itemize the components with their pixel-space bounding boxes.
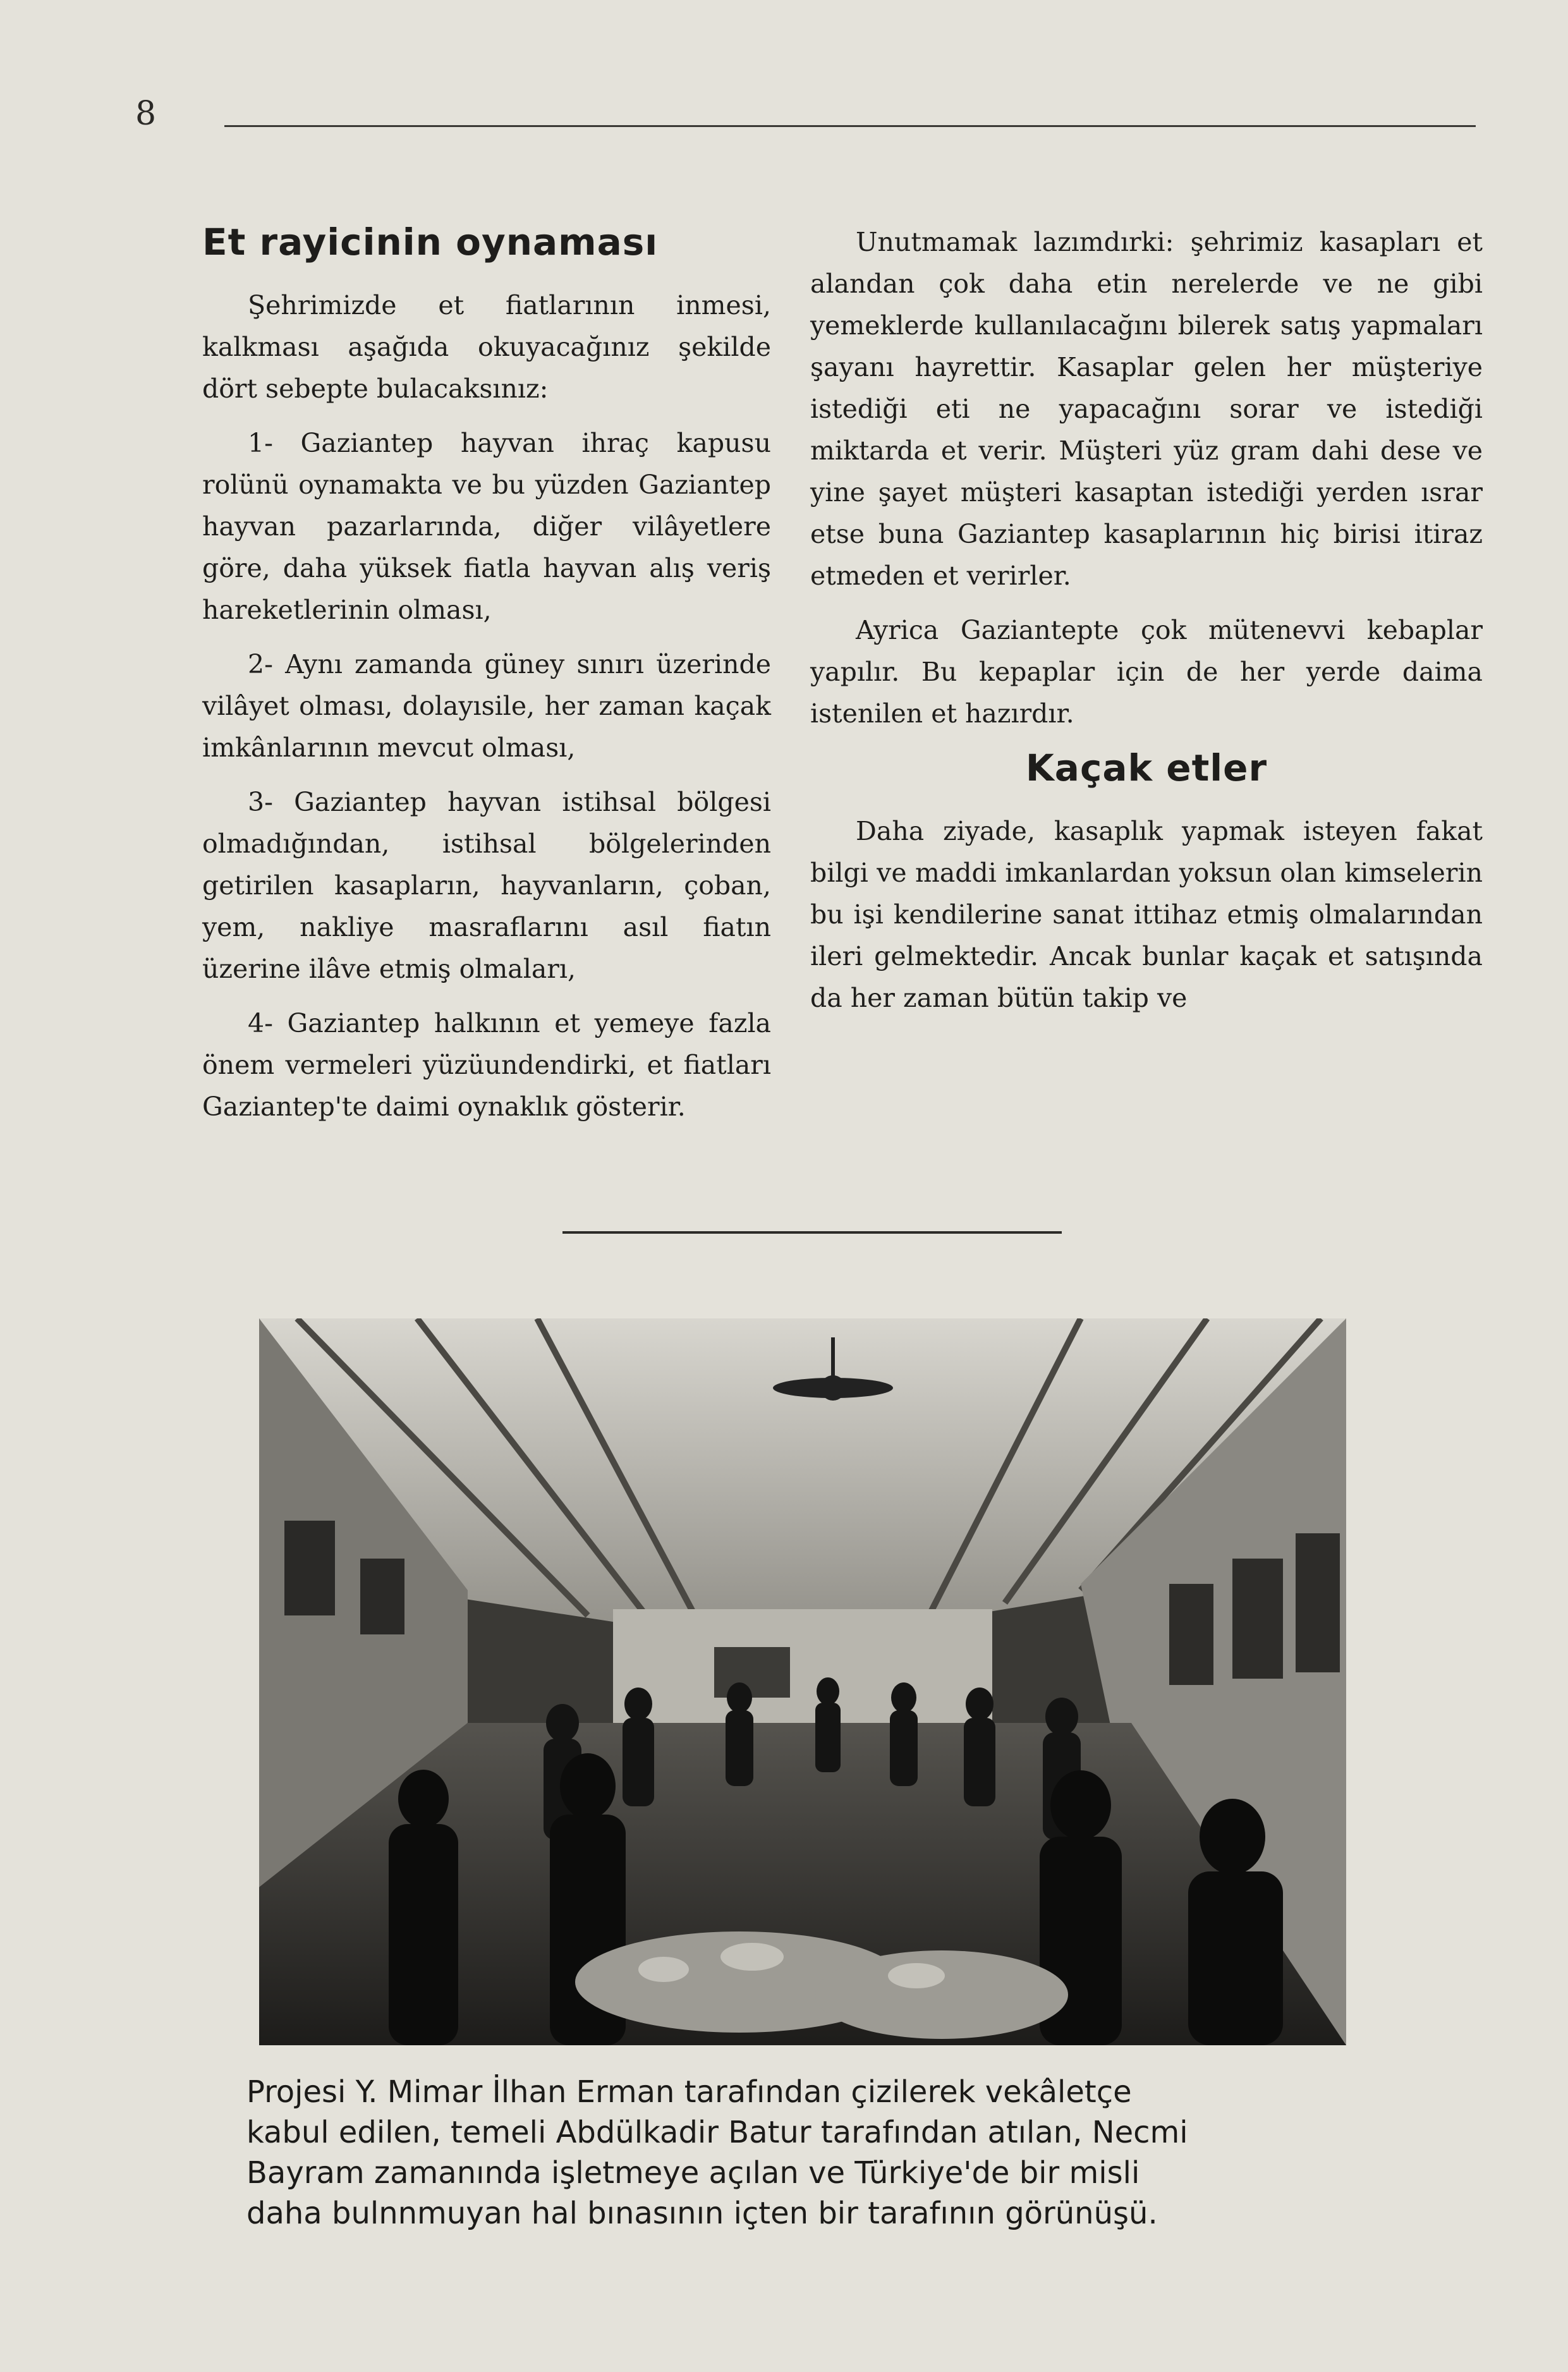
paragraph: Ayrica Gaziantepte çok mütenevvi kebaplar yapılır. Bu kepaplar için de her yerde daima istenilen et hazırdır.	[810, 615, 1483, 729]
section-heading: Kaçak etler	[1025, 746, 1268, 789]
paragraph: Unutmamak lazımdırki: şehrimiz kasapları et alandan çok daha etin nerelerde ve ne gibi yemeklerde kullanılacağını bilerek satış yapmaları şayanı hayrettir. Kasaplar gelen her müşteriye istediği eti ne yapacağını sorar ve istediği miktarda et verir. Müşteri yüz gram dahi dese ve yine şayet müşteri kasaptan istediği yerden ısrar etse buna Gaziantep kasaplarının hiç birisi itiraz etmeden et verirler.	[810, 227, 1483, 591]
caption-line: Projesi Y. Mimar İlhan Erman tarafından çizilerek vekâletçe	[246, 2074, 1132, 2110]
photo-caption	[246, 2072, 1346, 2234]
market-hall-photo	[259, 1318, 1346, 2045]
caption-line: kabul edilen, temeli Abdülkadir Batur tarafından atılan, Necmi	[246, 2115, 1188, 2150]
paragraph: 3- Gaziantep hayvan istihsal bölgesi olmadığından, istihsal bölgelerinden getirilen kasapların, hayvanların, çoban, yem, nakliye masraflarını asıl fiatın üzerine ilâve etmiş olmaları,	[202, 787, 771, 984]
paragraph: Şehrimizde et fiatlarının inmesi, kalkması aşağıda okuyacağınız şekilde dört sebepte bulacaksınız:	[202, 290, 771, 404]
right-column	[810, 221, 1483, 1031]
caption-line: Bayram zamanında işletmeye açılan ve Türkiye'de bir misli	[246, 2155, 1140, 2191]
article-heading: Et rayicinin oynaması	[202, 221, 659, 264]
paragraph: Daha ziyade, kasaplık yapmak isteyen fakat bilgi ve maddi imkanlardan yoksun olan kimselerin bu işi kendilerine sanat ittihaz etmiş olmalarından ileri gelmektedir. Ancak bunlar kaçak et satışında da her zaman bütün takip ve	[810, 816, 1483, 1013]
mid-rule	[562, 1231, 1062, 1234]
paragraph: 2- Aynı zamanda güney sınırı üzerinde vilâyet olması, dolayısile, her zaman kaçak imkânlarının mevcut olması,	[202, 649, 771, 763]
left-column	[202, 221, 771, 1140]
page-number: 8	[135, 95, 157, 133]
top-rule	[224, 125, 1476, 127]
paragraph: 1- Gaziantep hayvan ihraç kapusu rolünü oynamakta ve bu yüzden Gaziantep hayvan pazarlarında, diğer vilâyetlere göre, daha yüksek fiatla hayvan alış veriş hareketlerinin olması,	[202, 428, 771, 625]
caption-line: daha bulnnmuyan hal bınasının içten bir tarafının görünüşü.	[246, 2196, 1158, 2231]
paragraph: 4- Gaziantep halkının et yemeye fazla önem vermeleri yüzüundendirki, et fiatları Gaziantep'te daimi oynaklık gösterir.	[202, 1008, 771, 1122]
